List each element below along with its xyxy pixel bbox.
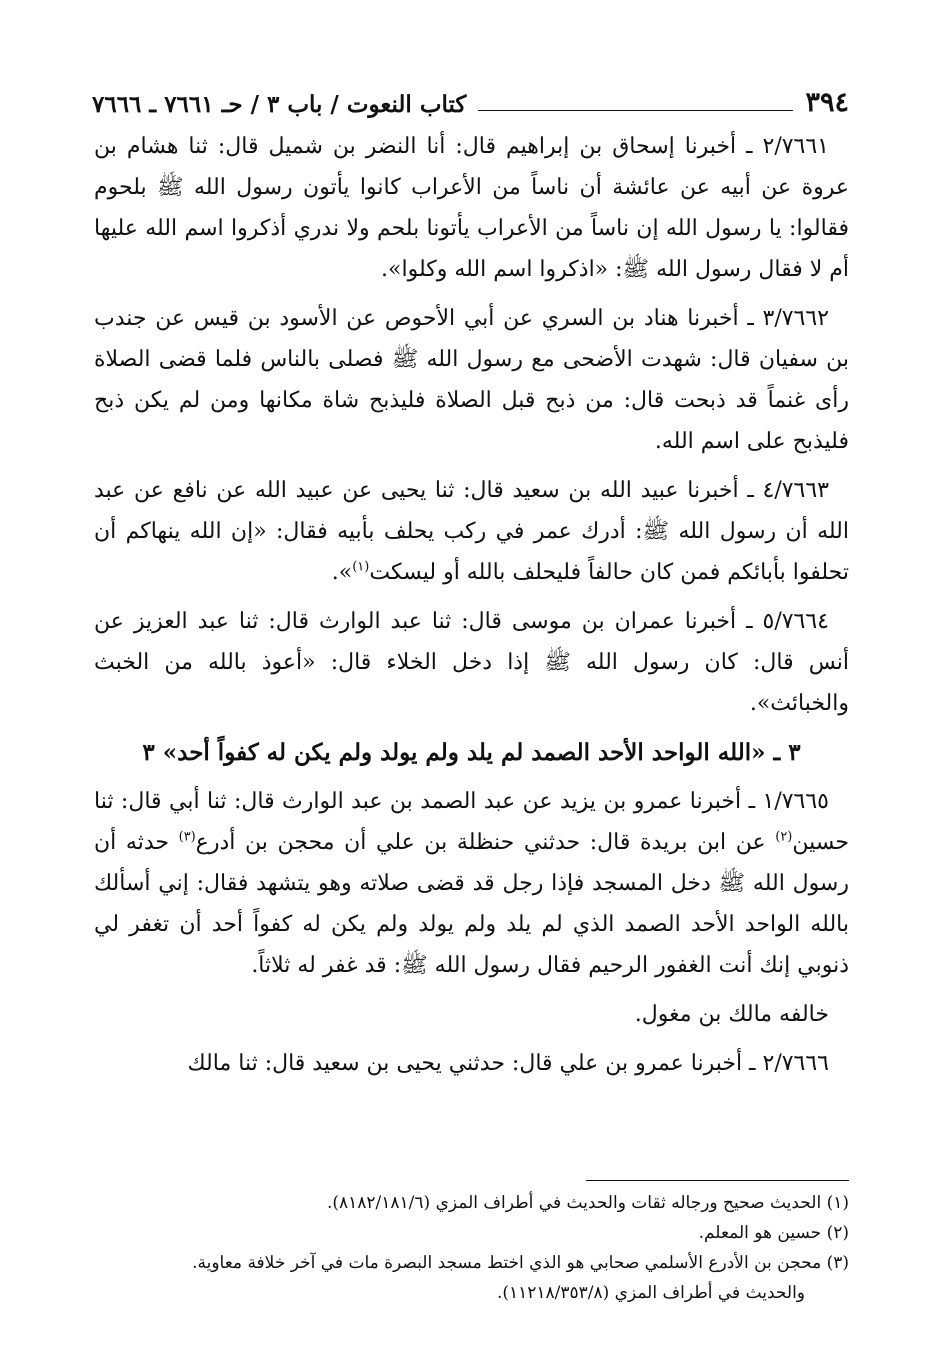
hadith-7665-part-b: عن ابن بريدة قال: حدثني حنظلة بن علي أن محجن بن أدرع: [195, 830, 776, 855]
footnotes: [94, 1188, 849, 1308]
footnote-3-continued: والحديث في أطراف المزي (١١٢١٨/٣٥٣/٨).: [496, 1283, 805, 1303]
hadith-7663-end: ».: [331, 560, 353, 585]
page-header: [92, 76, 849, 118]
hadith-7665-part-a: ١/٧٦٦٥ ـ أخبرنا عمرو بن يزيد عن عبد الصمد بن عبد الوارث قال: ثنا أبي قال: ثنا حسين: [94, 789, 849, 855]
footnote-ref-1: (١): [352, 559, 370, 575]
hadith-7661: ٢/٧٦٦١ ـ أخبرنا إسحاق بن إبراهيم قال: أنا النضر بن شميل قال: ثنا هشام بن عروة عن أبيه عن عائشة أن ناساً من الأعراب كانوا يأتون رسول الله ﷺ بلحوم فقالوا: يا رسول الله إن ناساً من الأعراب يأتونا بلحم ولا ندري أذكروا اسم الله عليها أم لا فقال رسول الله ﷺ: «اذكروا اسم الله وكلوا».: [94, 134, 849, 282]
footnote-2: (٢) حسين هو المعلم.: [698, 1223, 849, 1243]
hadith-7664: ٥/٧٦٦٤ ـ أخبرنا عمران بن موسى قال: ثنا عبد الوارث قال: ثنا عبد العزيز عن أنس قال: كان رسول الله ﷺ إذا دخل الخلاء قال: «أعوذ بالله من الخبث والخبائث».: [94, 609, 849, 716]
main-text: [94, 126, 849, 1092]
page-number: ٣٩٤: [805, 87, 849, 118]
footnote-3: (٣) محجن بن الأدرع الأسلمي صحابي هو الذي اختط مسجد البصرة مات في آخر خلافة معاوية.: [192, 1253, 849, 1273]
hadith-7663: [94, 470, 849, 593]
footnote-1: (١) الحديث صحيح ورجاله ثقات والحديث في أطراف المزي (٨١٨٢/١٨١/٦).: [326, 1193, 849, 1213]
hadith-7663-text: ٤/٧٦٦٣ ـ أخبرنا عبيد الله بن سعيد قال: ثنا يحيى عن عبيد الله عن نافع عن عبد الله أن رسول الله ﷺ: أدرك عمر في ركب يحلف بأبيه فقال: «إن الله ينهاكم أن تحلفوا بأبائكم فمن كان حالفاً فليحلف بالله أو ليسكت: [94, 478, 849, 585]
footnote-rule: [586, 1180, 849, 1181]
header-rule: [478, 110, 793, 111]
footnote-ref-3: (٣): [178, 829, 196, 845]
hadith-7666: ٢/٧٦٦٦ ـ أخبرنا عمرو بن علي قال: حدثني يحيى بن سعيد قال: ثنا مالك: [187, 1051, 829, 1076]
note-line: خالفه مالك بن مغول.: [634, 1002, 829, 1027]
footnote-ref-2: (٢): [775, 829, 793, 845]
section-title: ٣ ـ «الله الواحد الأحد الصمد لم يلد ولم يولد ولم يكن له كفواً أحد» ٣: [142, 739, 801, 766]
hadith-7665-part-c: حدثه أن رسول الله ﷺ دخل المسجد فإذا رجل قد قضى صلاته وهو يتشهد فقال: إني أسألك بالله الواحد الأحد الصمد الذي لم يلد ولم يولد ولم يكن له كفواً أحد أن تغفر لي ذنوبي إنك أنت الغفور الرحيم فقال رسول الله ﷺ: قد غفر له ثلاثاً.: [94, 830, 849, 978]
hadith-7662: ٣/٧٦٦٢ ـ أخبرنا هناد بن السري عن أبي الأحوص عن الأسود بن قيس عن جندب بن سفيان قال: شهدت الأضحى مع رسول الله ﷺ فصلى بالناس فلما قضى الصلاة رأى غنماً قد ذبحت قال: من ذبح قبل الصلاة فليذبح شاة مكانها ومن لم يكن ذبح فليذبح على اسم الله.: [94, 306, 849, 454]
hadith-7665: [94, 781, 849, 986]
running-title: كتاب النعوت / باب ٣ / حـ ٧٦٦١ ـ ٧٦٦٦: [92, 91, 467, 118]
